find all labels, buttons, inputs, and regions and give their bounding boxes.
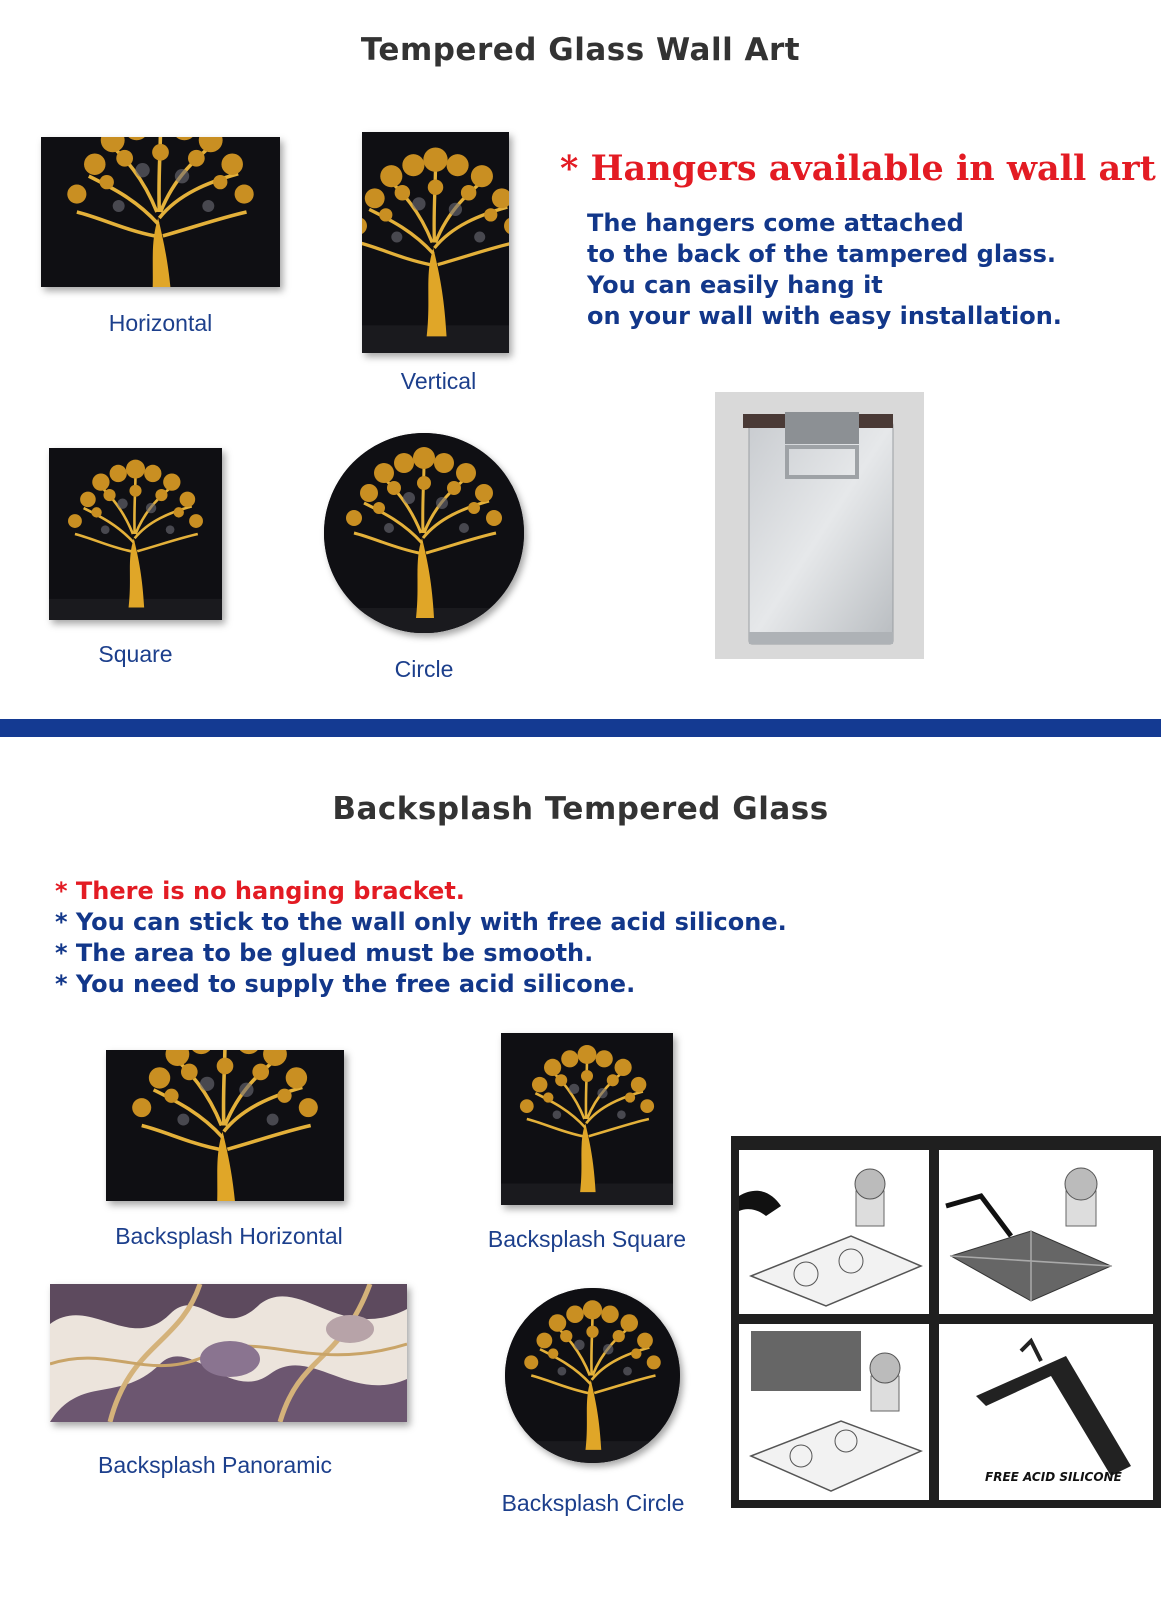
backsplash-square-label: Backsplash Square — [487, 1226, 687, 1252]
silicone-label: FREE ACID SILICONE — [985, 1470, 1122, 1484]
hangers-line: to the back of the tampered glass. — [587, 240, 1056, 268]
vertical-label: Vertical — [400, 368, 477, 394]
backsplash-panoramic-label: Backsplash Panoramic — [98, 1452, 332, 1478]
backsplash-horizontal-image — [106, 1050, 344, 1201]
circle-wall-art-image — [324, 433, 524, 633]
installation-steps-illustration — [731, 1136, 1161, 1508]
hangers-description — [587, 208, 1147, 332]
hanger-bracket-photo — [715, 392, 924, 659]
backsplash-square-image — [501, 1033, 673, 1205]
backsplash-title: Backsplash Tempered Glass — [332, 791, 829, 827]
hangers-line: on your wall with easy installation. — [587, 302, 1062, 330]
horizontal-wall-art-image — [41, 137, 280, 287]
hangers-line: The hangers come attached — [587, 209, 964, 237]
hangers-line: You can easily hang it — [587, 271, 883, 299]
horizontal-label: Horizontal — [108, 310, 213, 336]
circle-label: Circle — [394, 656, 454, 682]
vertical-wall-art-image — [362, 132, 509, 353]
section-divider — [0, 719, 1161, 737]
smooth-area-note: * The area to be glued must be smooth. — [55, 939, 594, 967]
backsplash-circle-label: Backsplash Circle — [501, 1490, 685, 1516]
backsplash-notes — [55, 876, 955, 1000]
no-bracket-note: * There is no hanging bracket. — [55, 877, 465, 905]
square-label: Square — [98, 641, 173, 667]
hangers-heading: * Hangers available in wall art — [560, 148, 1156, 189]
backsplash-horizontal-label: Backsplash Horizontal — [115, 1223, 343, 1249]
supply-silicone-note: * You need to supply the free acid silicone. — [55, 970, 636, 998]
backsplash-panoramic-image — [50, 1284, 407, 1422]
backsplash-circle-image — [505, 1288, 680, 1463]
square-wall-art-image — [49, 448, 222, 620]
wall-art-title: Tempered Glass Wall Art — [360, 32, 801, 68]
silicone-note: * You can stick to the wall only with free acid silicone. — [55, 908, 787, 936]
